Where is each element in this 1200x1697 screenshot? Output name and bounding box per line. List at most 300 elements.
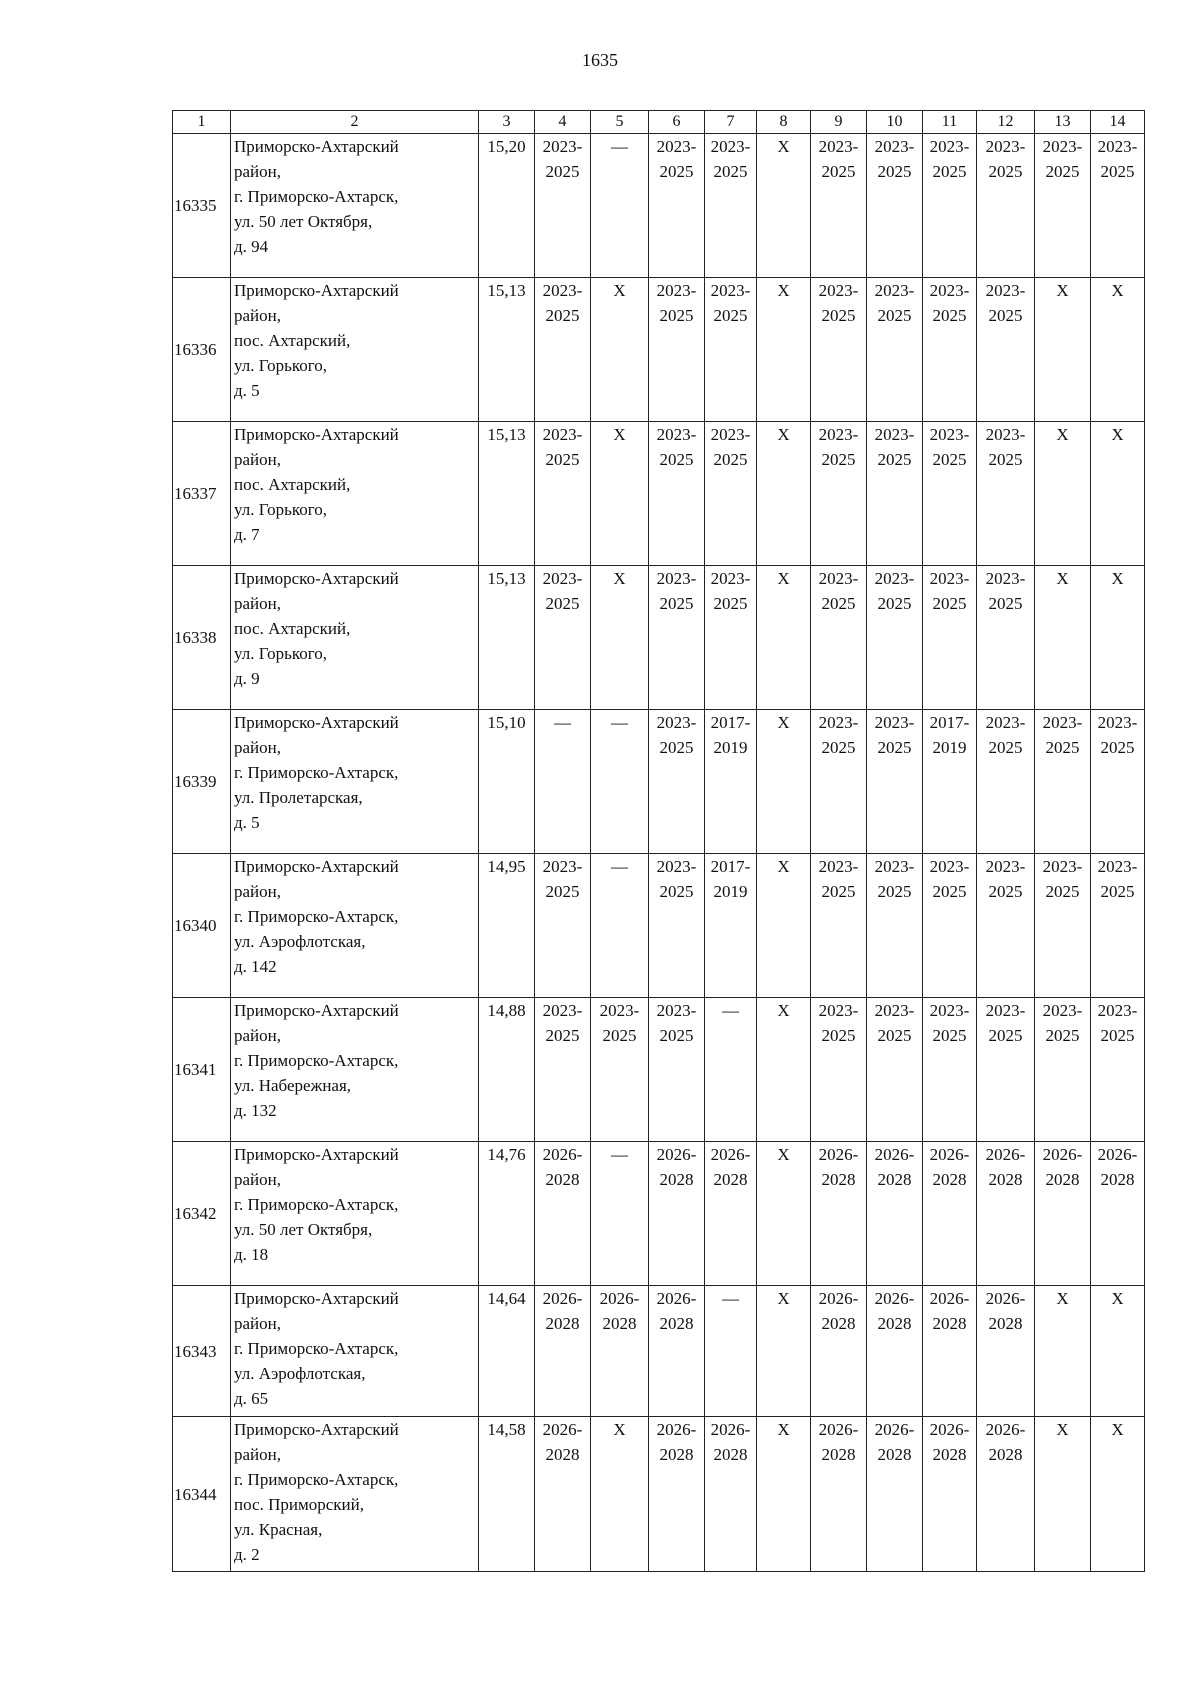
cell-c12 <box>977 710 1035 854</box>
cell-c7 <box>705 422 757 566</box>
cell-c3 <box>479 1286 535 1417</box>
cell-value: X <box>1111 281 1124 300</box>
cell-value: 2023- 2025 <box>874 425 915 469</box>
cell-c7 <box>705 854 757 998</box>
cell-c13 <box>1035 1417 1091 1572</box>
cell-c14 <box>1091 1286 1145 1417</box>
cell-c11 <box>923 1142 977 1286</box>
cell-c10 <box>867 854 923 998</box>
cell-c10 <box>867 998 923 1142</box>
cell-value: 2023- 2025 <box>656 569 697 613</box>
cell-c6 <box>649 854 705 998</box>
cell-c10 <box>867 1142 923 1286</box>
cell-c11 <box>923 566 977 710</box>
address-line: д. 65 <box>234 1389 269 1408</box>
cell-c14 <box>1091 566 1145 710</box>
cell-c11 <box>923 422 977 566</box>
address-line: ул. Горького, <box>234 644 328 663</box>
cell-value: X <box>1111 1420 1124 1439</box>
cell-c12 <box>977 134 1035 278</box>
address-cell <box>231 1142 479 1286</box>
cell-value: 2023- 2025 <box>710 425 751 469</box>
address-line: район, <box>234 1445 281 1464</box>
cell-value: — <box>722 1289 739 1308</box>
cell-value: 2023- 2025 <box>542 569 583 613</box>
cell-value: X <box>1111 1289 1124 1308</box>
address-line: Приморско-Ахтарский <box>234 425 399 444</box>
cell-value: X <box>777 857 790 876</box>
column-number-4: 4 <box>535 111 591 134</box>
cell-value: X <box>1056 1289 1069 1308</box>
cell-value: 2023- 2025 <box>542 857 583 901</box>
cell-c11 <box>923 1417 977 1572</box>
cell-c12 <box>977 278 1035 422</box>
column-number-11: 11 <box>923 111 977 134</box>
cell-c5 <box>591 278 649 422</box>
column-number-8: 8 <box>757 111 811 134</box>
record-number: 16339 <box>173 710 231 854</box>
cell-c10 <box>867 134 923 278</box>
address-line: Приморско-Ахтарский <box>234 1001 399 1020</box>
cell-value: 2023- 2025 <box>656 425 697 469</box>
address-cell <box>231 1417 479 1572</box>
cell-c4 <box>535 1286 591 1417</box>
address-cell <box>231 566 479 710</box>
column-number-3: 3 <box>479 111 535 134</box>
address-line: пос. Ахтарский, <box>234 475 351 494</box>
cell-c14 <box>1091 1417 1145 1572</box>
cell-c4 <box>535 1417 591 1572</box>
cell-value: 2026- 2028 <box>542 1289 583 1333</box>
cell-value: X <box>777 1420 790 1439</box>
cell-value: 2023- 2025 <box>985 137 1026 181</box>
cell-value: 2023- 2025 <box>656 281 697 325</box>
cell-c11 <box>923 998 977 1142</box>
cell-c13 <box>1035 134 1091 278</box>
cell-c10 <box>867 278 923 422</box>
cell-value: 2023- 2025 <box>929 425 970 469</box>
cell-c13 <box>1035 1142 1091 1286</box>
cell-c4 <box>535 854 591 998</box>
table-row <box>173 998 1145 1142</box>
address-line: д. 18 <box>234 1245 269 1264</box>
cell-c5 <box>591 710 649 854</box>
cell-value: 2026- 2028 <box>542 1420 583 1464</box>
cell-c6 <box>649 1286 705 1417</box>
cell-value: 2026- 2028 <box>1042 1145 1083 1189</box>
cell-value: 2023- 2025 <box>656 713 697 757</box>
cell-value: 2023- 2025 <box>710 569 751 613</box>
cell-value: X <box>777 1001 790 1020</box>
cell-value: 2023- 2025 <box>874 569 915 613</box>
cell-c10 <box>867 710 923 854</box>
cell-c12 <box>977 1142 1035 1286</box>
cell-value: 2026- 2028 <box>1097 1145 1138 1189</box>
cell-c3 <box>479 1142 535 1286</box>
cell-c4 <box>535 566 591 710</box>
table-row <box>173 278 1145 422</box>
cell-c9 <box>811 1142 867 1286</box>
cell-c4 <box>535 710 591 854</box>
cell-c7 <box>705 998 757 1142</box>
cell-value: 2023- 2025 <box>818 1001 859 1045</box>
cell-value: 2023- 2025 <box>818 569 859 613</box>
cell-value: 2023- 2025 <box>818 857 859 901</box>
cell-value: 2023- 2025 <box>929 857 970 901</box>
cell-value: 2026- 2028 <box>710 1145 751 1189</box>
address-line: район, <box>234 738 281 757</box>
address-line: д. 142 <box>234 957 277 976</box>
cell-c6 <box>649 422 705 566</box>
address-line: Приморско-Ахтарский <box>234 569 399 588</box>
address-cell <box>231 278 479 422</box>
cell-value: 2026- 2028 <box>985 1289 1026 1333</box>
record-number: 16341 <box>173 998 231 1142</box>
cell-value: 2023- 2025 <box>1097 1001 1138 1045</box>
cell-value: X <box>777 713 790 732</box>
page-number: 1635 <box>582 50 618 70</box>
cell-value: 2023- 2025 <box>985 569 1026 613</box>
cell-c14 <box>1091 1142 1145 1286</box>
cell-c4 <box>535 998 591 1142</box>
cell-value: X <box>613 281 626 300</box>
address-line: ул. 50 лет Октября, <box>234 212 373 231</box>
cell-value: 2023- 2025 <box>1042 1001 1083 1045</box>
cell-value: 2023- 2025 <box>929 1001 970 1045</box>
cell-value: 2026- 2028 <box>985 1420 1026 1464</box>
column-number-12: 12 <box>977 111 1035 134</box>
address-line: Приморско-Ахтарский <box>234 1289 399 1308</box>
cell-c9 <box>811 1286 867 1417</box>
cell-c5 <box>591 422 649 566</box>
cell-c11 <box>923 1286 977 1417</box>
cell-c12 <box>977 422 1035 566</box>
address-cell <box>231 854 479 998</box>
cell-c6 <box>649 134 705 278</box>
address-line: г. Приморско-Ахтарск, <box>234 1339 399 1358</box>
address-line: д. 94 <box>234 237 269 256</box>
cell-value: 2026- 2028 <box>929 1145 970 1189</box>
column-number-14: 14 <box>1091 111 1145 134</box>
address-line: д. 5 <box>234 381 260 400</box>
cell-value: 2017- 2019 <box>710 713 751 757</box>
address-cell <box>231 998 479 1142</box>
cell-value: 2026- 2028 <box>874 1289 915 1333</box>
address-line: ул. Красная, <box>234 1520 323 1539</box>
cell-c8 <box>757 566 811 710</box>
address-line: район, <box>234 882 281 901</box>
cell-value: 2023- 2025 <box>929 569 970 613</box>
cell-value: 2023- 2025 <box>656 1001 697 1045</box>
address-line: ул. Горького, <box>234 500 328 519</box>
cell-c7 <box>705 710 757 854</box>
address-line: пос. Ахтарский, <box>234 619 351 638</box>
column-number-row <box>173 111 1145 134</box>
address-line: г. Приморско-Ахтарск, <box>234 187 399 206</box>
cell-c6 <box>649 566 705 710</box>
cell-c8 <box>757 710 811 854</box>
record-number: 16342 <box>173 1142 231 1286</box>
address-cell <box>231 710 479 854</box>
address-line: пос. Ахтарский, <box>234 331 351 350</box>
cell-value: 2017- 2019 <box>710 857 751 901</box>
cell-value: 2026- 2028 <box>929 1420 970 1464</box>
table-row <box>173 710 1145 854</box>
cell-c11 <box>923 710 977 854</box>
cell-c4 <box>535 278 591 422</box>
cell-value: 2023- 2025 <box>1042 137 1083 181</box>
address-line: район, <box>234 450 281 469</box>
cell-c11 <box>923 854 977 998</box>
column-number-5: 5 <box>591 111 649 134</box>
cell-c12 <box>977 1417 1035 1572</box>
cell-c8 <box>757 1286 811 1417</box>
cell-value: 2023- 2025 <box>542 425 583 469</box>
cell-c3 <box>479 854 535 998</box>
cell-c8 <box>757 134 811 278</box>
address-line: Приморско-Ахтарский <box>234 713 399 732</box>
address-cell <box>231 134 479 278</box>
record-number: 16338 <box>173 566 231 710</box>
column-number-6: 6 <box>649 111 705 134</box>
cell-c3 <box>479 998 535 1142</box>
record-number: 16340 <box>173 854 231 998</box>
cell-c8 <box>757 854 811 998</box>
address-cell <box>231 422 479 566</box>
cell-value: — <box>554 713 571 732</box>
cell-c14 <box>1091 998 1145 1142</box>
record-number: 16344 <box>173 1417 231 1572</box>
cell-value: 2023- 2025 <box>656 137 697 181</box>
cell-c6 <box>649 998 705 1142</box>
cell-value: 2023- 2025 <box>818 425 859 469</box>
cell-value: 14,58 <box>487 1420 526 1439</box>
record-number: 16343 <box>173 1286 231 1417</box>
cell-c13 <box>1035 710 1091 854</box>
cell-value: 2023- 2025 <box>1097 137 1138 181</box>
address-line: д. 9 <box>234 669 260 688</box>
cell-c5 <box>591 1142 649 1286</box>
cell-c13 <box>1035 1286 1091 1417</box>
cell-c5 <box>591 854 649 998</box>
cell-value: 2023- 2025 <box>599 1001 640 1045</box>
address-line: пос. Приморский, <box>234 1495 364 1514</box>
cell-value: 2026- 2028 <box>656 1145 697 1189</box>
address-line: район, <box>234 1314 281 1333</box>
cell-c9 <box>811 278 867 422</box>
cell-value: 2026- 2028 <box>818 1420 859 1464</box>
column-number-7: 7 <box>705 111 757 134</box>
cell-value: 15,13 <box>487 281 526 300</box>
cell-c5 <box>591 1286 649 1417</box>
cell-c8 <box>757 1142 811 1286</box>
cell-value: X <box>1056 425 1069 444</box>
cell-c3 <box>479 566 535 710</box>
cell-c4 <box>535 134 591 278</box>
cell-c6 <box>649 278 705 422</box>
address-line: д. 7 <box>234 525 260 544</box>
cell-c8 <box>757 422 811 566</box>
cell-value: 15,13 <box>487 569 526 588</box>
cell-c7 <box>705 1417 757 1572</box>
cell-value: 2026- 2028 <box>656 1289 697 1333</box>
cell-value: X <box>777 425 790 444</box>
cell-c14 <box>1091 422 1145 566</box>
cell-value: 2023- 2025 <box>929 281 970 325</box>
cell-value: 2026- 2028 <box>599 1289 640 1333</box>
cell-c7 <box>705 134 757 278</box>
cell-value: 2017- 2019 <box>929 713 970 757</box>
column-number-2: 2 <box>231 111 479 134</box>
cell-value: 15,13 <box>487 425 526 444</box>
cell-c10 <box>867 566 923 710</box>
address-line: г. Приморско-Ахтарск, <box>234 1470 399 1489</box>
cell-value: X <box>777 137 790 156</box>
cell-c13 <box>1035 998 1091 1142</box>
cell-value: 2023- 2025 <box>874 857 915 901</box>
address-line: район, <box>234 1170 281 1189</box>
cell-value: 2026- 2028 <box>656 1420 697 1464</box>
cell-c5 <box>591 998 649 1142</box>
cell-c11 <box>923 134 977 278</box>
cell-value: X <box>613 1420 626 1439</box>
cell-c8 <box>757 278 811 422</box>
cell-c7 <box>705 1286 757 1417</box>
cell-c9 <box>811 998 867 1142</box>
cell-c5 <box>591 566 649 710</box>
address-line: район, <box>234 594 281 613</box>
cell-c9 <box>811 854 867 998</box>
cell-c13 <box>1035 854 1091 998</box>
cell-c4 <box>535 1142 591 1286</box>
address-line: ул. 50 лет Октября, <box>234 1220 373 1239</box>
cell-c14 <box>1091 710 1145 854</box>
column-number-9: 9 <box>811 111 867 134</box>
cell-value: 2023- 2025 <box>818 713 859 757</box>
cell-value: X <box>613 569 626 588</box>
cell-c3 <box>479 278 535 422</box>
cell-value: 2023- 2025 <box>1097 857 1138 901</box>
address-line: г. Приморско-Ахтарск, <box>234 1195 399 1214</box>
record-number: 16337 <box>173 422 231 566</box>
cell-c14 <box>1091 278 1145 422</box>
cell-c7 <box>705 1142 757 1286</box>
column-number-13: 13 <box>1035 111 1091 134</box>
cell-value: 2023- 2025 <box>874 713 915 757</box>
address-line: Приморско-Ахтарский <box>234 137 399 156</box>
address-line: Приморско-Ахтарский <box>234 281 399 300</box>
cell-value: 2023- 2025 <box>985 1001 1026 1045</box>
cell-c4 <box>535 422 591 566</box>
address-line: г. Приморско-Ахтарск, <box>234 907 399 926</box>
cell-value: 2023- 2025 <box>656 857 697 901</box>
cell-value: X <box>1111 425 1124 444</box>
cell-c9 <box>811 566 867 710</box>
cell-c5 <box>591 1417 649 1572</box>
register-table <box>172 110 1145 1572</box>
address-line: район, <box>234 1026 281 1045</box>
cell-c7 <box>705 278 757 422</box>
cell-value: 2023- 2025 <box>985 425 1026 469</box>
address-line: район, <box>234 162 281 181</box>
cell-c11 <box>923 278 977 422</box>
cell-value: 2023- 2025 <box>818 281 859 325</box>
address-line: Приморско-Ахтарский <box>234 857 399 876</box>
cell-value: 2026- 2028 <box>874 1145 915 1189</box>
address-line: ул. Горького, <box>234 356 328 375</box>
address-line: Приморско-Ахтарский <box>234 1145 399 1164</box>
cell-c12 <box>977 566 1035 710</box>
record-number: 16336 <box>173 278 231 422</box>
cell-value: X <box>777 1145 790 1164</box>
cell-c5 <box>591 134 649 278</box>
table-row <box>173 1286 1145 1417</box>
cell-c10 <box>867 1286 923 1417</box>
cell-value: 14,64 <box>487 1289 526 1308</box>
cell-value: 2023- 2025 <box>542 137 583 181</box>
cell-value: 14,88 <box>487 1001 526 1020</box>
cell-value: 15,10 <box>487 713 526 732</box>
cell-value: X <box>1056 569 1069 588</box>
table-row <box>173 1417 1145 1572</box>
cell-value: 2026- 2028 <box>542 1145 583 1189</box>
cell-value: X <box>777 281 790 300</box>
cell-value: — <box>611 1145 628 1164</box>
cell-value: 14,95 <box>487 857 526 876</box>
cell-c7 <box>705 566 757 710</box>
cell-value: 2023- 2025 <box>710 137 751 181</box>
cell-value: 2023- 2025 <box>874 281 915 325</box>
table-row <box>173 134 1145 278</box>
cell-value: 2026- 2028 <box>929 1289 970 1333</box>
cell-value: 2026- 2028 <box>874 1420 915 1464</box>
cell-c8 <box>757 1417 811 1572</box>
cell-c13 <box>1035 278 1091 422</box>
cell-value: 2023- 2025 <box>818 137 859 181</box>
table-row <box>173 566 1145 710</box>
cell-value: 2023- 2025 <box>985 281 1026 325</box>
address-line: д. 132 <box>234 1101 277 1120</box>
cell-c3 <box>479 422 535 566</box>
cell-c3 <box>479 1417 535 1572</box>
cell-value: 2026- 2028 <box>818 1145 859 1189</box>
cell-c13 <box>1035 422 1091 566</box>
cell-c3 <box>479 710 535 854</box>
cell-c9 <box>811 1417 867 1572</box>
cell-c12 <box>977 1286 1035 1417</box>
cell-value: — <box>722 1001 739 1020</box>
cell-value: — <box>611 713 628 732</box>
cell-c9 <box>811 134 867 278</box>
cell-c9 <box>811 710 867 854</box>
cell-value: 2023- 2025 <box>1042 857 1083 901</box>
cell-value: 2023- 2025 <box>1042 713 1083 757</box>
cell-value: — <box>611 137 628 156</box>
cell-value: 2023- 2025 <box>985 713 1026 757</box>
table-row <box>173 1142 1145 1286</box>
address-line: ул. Аэрофлотская, <box>234 932 366 951</box>
cell-value: 2026- 2028 <box>818 1289 859 1333</box>
column-number-1: 1 <box>173 111 231 134</box>
cell-c6 <box>649 1417 705 1572</box>
cell-value: 2023- 2025 <box>710 281 751 325</box>
cell-value: 2023- 2025 <box>1097 713 1138 757</box>
table-row <box>173 422 1145 566</box>
table-row <box>173 854 1145 998</box>
cell-c13 <box>1035 566 1091 710</box>
cell-c3 <box>479 134 535 278</box>
cell-c8 <box>757 998 811 1142</box>
